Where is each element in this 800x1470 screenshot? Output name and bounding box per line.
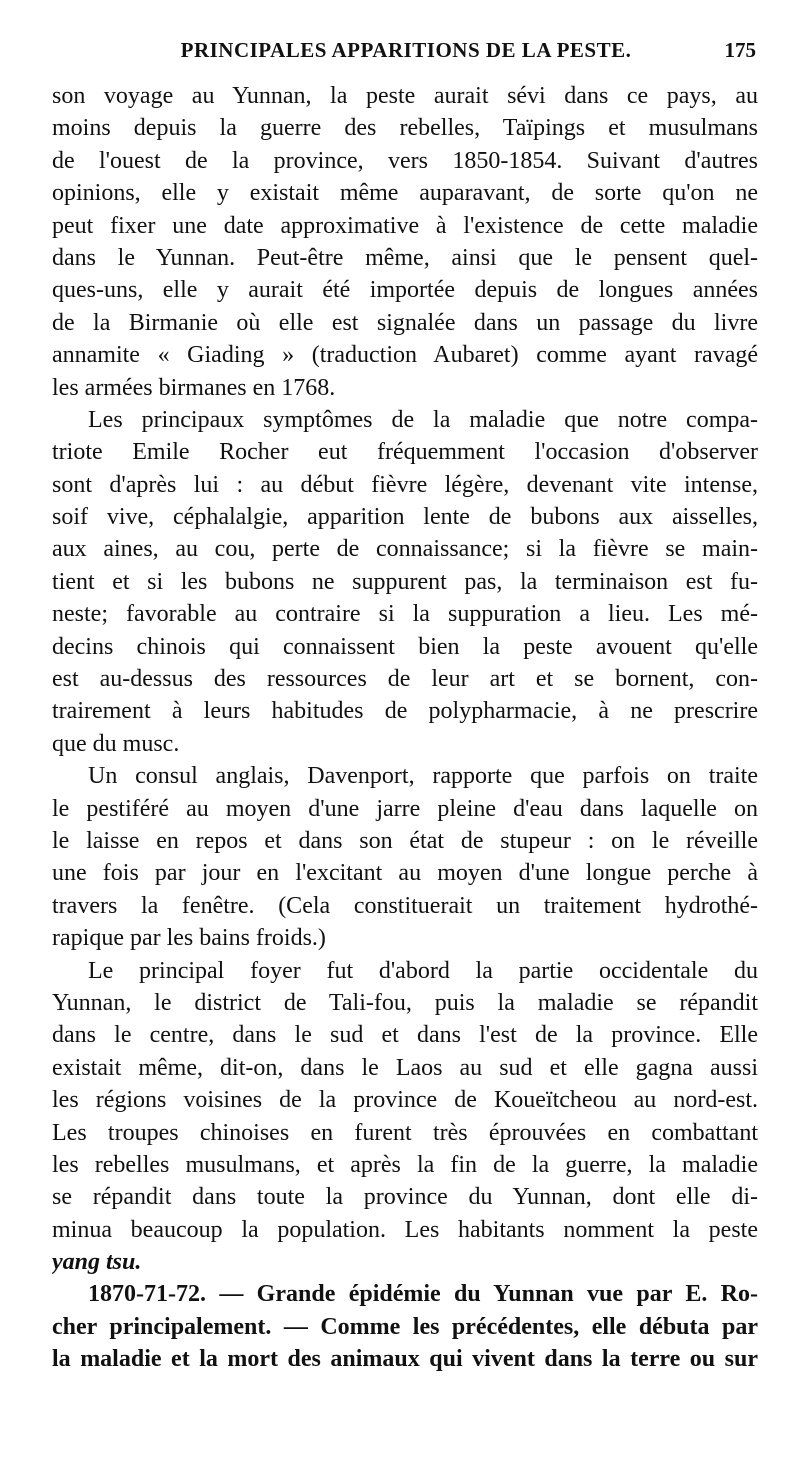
- text-line: sont d'après lui : au début fièvre légère, devenant vite intense,: [52, 471, 758, 498]
- text-line: 1870-71-72. — Grande épidémie du Yunnan vue par E. Ro-: [88, 1281, 758, 1308]
- text-line: son voyage au Yunnan, la peste aurait sévi dans ce pays, au: [52, 83, 758, 109]
- paragraph-symptoms: [52, 404, 758, 760]
- text-line: de la Birmanie où elle est signalée dans un passage du livre: [52, 309, 758, 336]
- text-line: Les troupes chinoises en furent très éprouvées en combattant: [52, 1119, 758, 1146]
- paragraph-yunnan-origins: [52, 80, 758, 404]
- paragraph-epidemic-1870: [52, 1278, 758, 1375]
- text-line: Les principaux symptômes de la maladie que notre compa-: [88, 406, 758, 433]
- text-line: une fois par jour en l'excitant au moyen d'une longue perche à: [52, 860, 758, 887]
- text-line: travers la fenêtre. (Cela constituerait un traitement hydrothé-: [52, 892, 758, 919]
- text-line: Le principal foyer fut d'abord la partie occidentale du: [88, 957, 758, 984]
- text-line: la maladie et la mort des animaux qui vivent dans la terre ou sur: [52, 1346, 758, 1373]
- text-line: rapique par les bains froids.): [52, 925, 326, 952]
- text-line: minua beaucoup la population. Les habitants nomment la peste: [52, 1216, 758, 1243]
- paragraph-main-focus: [52, 955, 758, 1279]
- text-line: Un consul anglais, Davenport, rapporte que parfois on traite: [88, 763, 758, 790]
- text-line: Yunnan, le district de Tali-fou, puis la maladie se répandit: [52, 989, 758, 1016]
- running-title: PRINCIPALES APPARITIONS DE LA PESTE.: [180, 38, 632, 62]
- text-line: decins chinois qui connaissent bien la peste avouent qu'elle: [52, 633, 758, 660]
- text-line: tient et si les bubons ne suppurent pas, la terminaison est fu-: [52, 568, 758, 595]
- text-line: les armées birmanes en 1768.: [52, 374, 336, 401]
- text-line: ques-uns, elle y aurait été importée depuis de longues années: [52, 277, 758, 304]
- text-line: les régions voisines de la province de Koueïtcheou au nord-est.: [52, 1087, 758, 1114]
- body-text: [52, 80, 758, 1376]
- text-line: opinions, elle y existait même auparavant, de sorte qu'on ne: [52, 180, 758, 207]
- paragraph-treatment: [52, 760, 758, 954]
- term-yang-tsu: yang tsu.: [52, 1249, 142, 1276]
- text-line: existait même, dit-on, dans le Laos au sud et elle gagna aussi: [52, 1054, 758, 1081]
- text-line: que du musc.: [52, 730, 180, 757]
- text-line: le laisse en repos et dans son état de stupeur : on le réveille: [52, 827, 758, 854]
- text-line: le pestiféré au moyen d'une jarre pleine d'eau dans laquelle on: [52, 795, 758, 822]
- text-line: [52, 1246, 758, 1278]
- text-line: cher principalement. — Comme les précédentes, elle débuta par: [52, 1313, 758, 1340]
- text-line: annamite « Giading » (traduction Aubaret) comme ayant ravagé: [52, 342, 758, 369]
- text-line: peut fixer une date approximative à l'existence de cette maladie: [52, 212, 758, 239]
- text-line: trairement à leurs habitudes de polypharmacie, à ne prescrire: [52, 698, 758, 725]
- page-number: 175: [724, 38, 756, 62]
- text-line: est au-dessus des ressources de leur art et se bornent, con-: [52, 666, 758, 693]
- text-line: moins depuis la guerre des rebelles, Taïpings et musulmans: [52, 115, 758, 142]
- text-line: se répandit dans toute la province du Yunnan, dont elle di-: [52, 1184, 758, 1211]
- running-header: [56, 38, 756, 68]
- text-line: triote Emile Rocher eut fréquemment l'occasion d'observer: [52, 439, 758, 466]
- text-line: aux aines, au cou, perte de connaissance; si la fièvre se main-: [52, 536, 758, 563]
- text-line: dans le centre, dans le sud et dans l'est de la province. Elle: [52, 1022, 758, 1049]
- text-line: neste; favorable au contraire si la suppuration a lieu. Les mé-: [52, 601, 758, 628]
- text-line: les rebelles musulmans, et après la fin de la guerre, la maladie: [52, 1151, 758, 1178]
- text-line: de l'ouest de la province, vers 1850-1854. Suivant d'autres: [52, 147, 758, 174]
- text-line: dans le Yunnan. Peut-être même, ainsi que le pensent quel-: [52, 244, 758, 271]
- text-line: soif vive, céphalalgie, apparition lente de bubons aux aisselles,: [52, 504, 758, 531]
